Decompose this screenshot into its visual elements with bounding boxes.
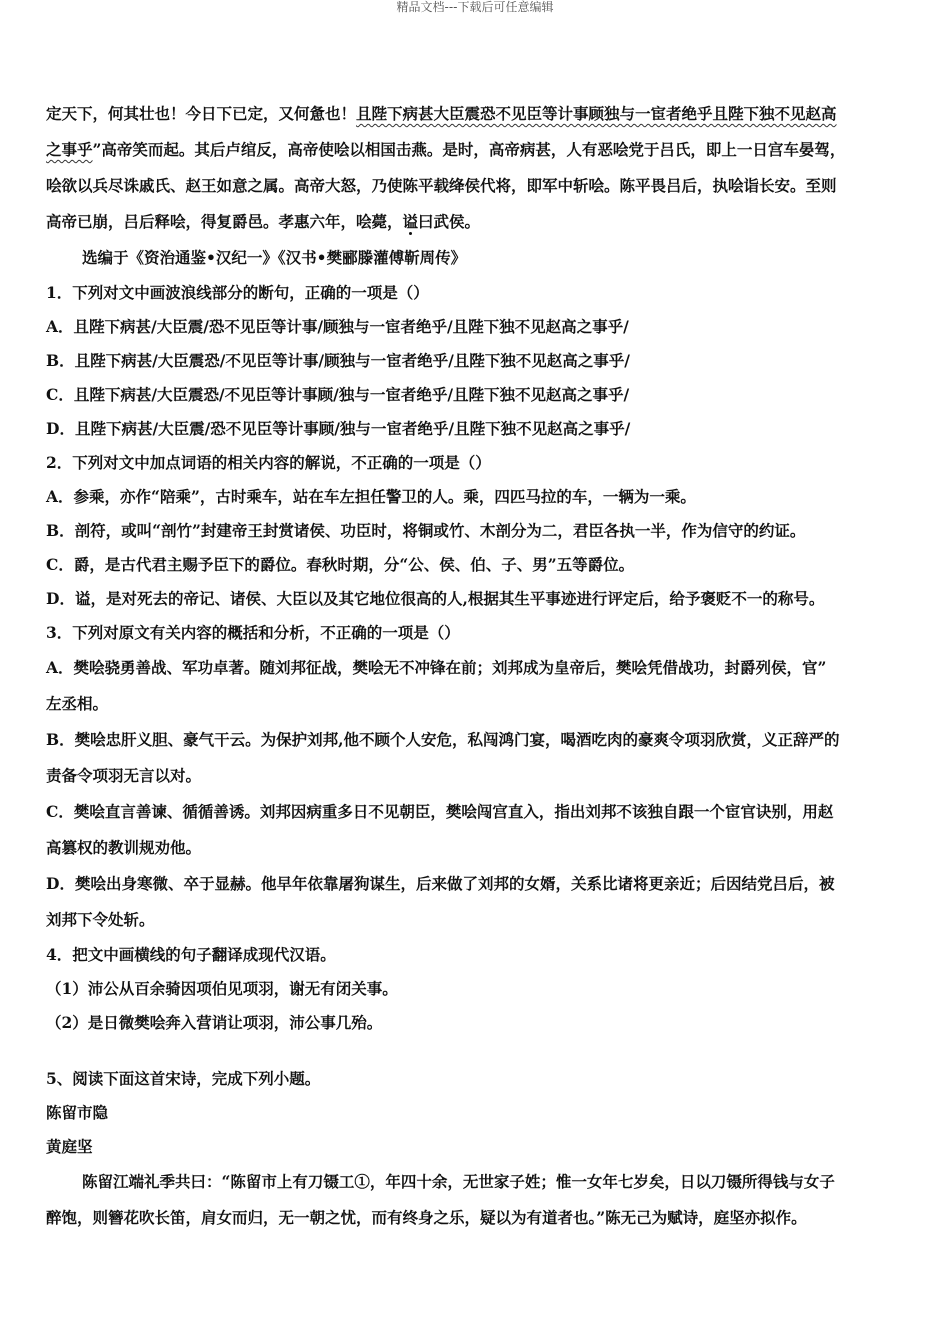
option-b: B．剖符，或叫“剖竹”封建帝王封赏诸侯、功臣时，将铜或竹、木剖分为二，君臣各执一半，作为信守的约证。 bbox=[46, 521, 806, 540]
wavy-underlined-text: 且陛下病甚大臣震恐不见臣等计事顾独与一宦者绝乎且陛下独不见赵高 bbox=[356, 104, 837, 123]
section-5 bbox=[46, 1062, 912, 1236]
option-a-continued: 左丞相。 bbox=[46, 694, 109, 713]
option-a: A．且陛下病甚/大臣震/恐不见臣等计事/顾独与一宦者绝乎/且陛下独不见赵高之事乎/ bbox=[46, 317, 629, 336]
option-d-continued: 刘邦下令处斩。 bbox=[46, 910, 155, 929]
option-a: A．参乘，亦作“陪乘”，古时乘车，站在车左担任警卫的人。乘，四匹马拉的车，一辆为一乘。 bbox=[46, 487, 696, 506]
option-b-continued: 责备令项羽无言以对。 bbox=[46, 766, 202, 785]
option-d: D．谥，是对死去的帝记、诸侯、大臣以及其它地位很高的人,根据其生平事迹进行评定后，给予褒贬不一的称号。 bbox=[46, 589, 825, 608]
poem-preface: 陈留江端礼季共曰：“陈留市上有刀镊工①，年四十余，无世家子姓；惟一女年七岁矣，日以刀镊所得钱与女子 bbox=[82, 1172, 835, 1191]
spacer bbox=[46, 1040, 912, 1062]
passage-text: ”高帝笑而起。其后卢绾反，高帝使哙以相国击燕。是时，高帝病甚，人有恶哙党于吕氏，即上一日宫车晏驾， bbox=[92, 140, 846, 159]
question-stem: 2．下列对文中加点词语的相关内容的解说，不正确的一项是（） bbox=[46, 453, 491, 472]
passage-line bbox=[46, 96, 912, 132]
option-c: C．樊哙直言善谏、循循善诱。刘邦因病重多日不见朝臣，樊哙闯宫直入，指出刘邦不该独自跟一个宦官诀别，用赵 bbox=[46, 802, 834, 821]
poem-title: 陈留市隐 bbox=[46, 1103, 109, 1122]
wavy-underlined-text: 之事乎 bbox=[46, 140, 93, 159]
sub-question-2: （2）是日微樊哙奔入营诮让项羽，沛公事几殆。 bbox=[46, 1013, 383, 1032]
passage-text: 高帝已崩，吕后释哙，得复爵邑。孝惠六年，哙薨， bbox=[46, 212, 403, 231]
passage-line: 哙欲以兵尽诛戚氏、赵王如意之属。高帝大怒，乃使陈平载绛侯代将，即军中斩哙。陈平畏吕后，执哙诣长安。至则 bbox=[46, 176, 837, 195]
passage-text: 定天下，何其壮也！今日下已定，又何惫也！ bbox=[46, 104, 357, 123]
passage-line bbox=[46, 204, 912, 240]
option-b: B．樊哙忠肝义胆、豪气干云。为保护刘邦,他不顾个人安危，私闯鸿门宴，喝酒吃肉的豪爽令项羽欣赏，义正辞严的 bbox=[46, 730, 840, 749]
sub-question-1: （1）沛公从百余骑因项伯见项羽，谢无有闭关事。 bbox=[46, 979, 398, 998]
passage bbox=[46, 96, 912, 276]
question-stem: 4．把文中画横线的句子翻译成现代汉语。 bbox=[46, 945, 336, 964]
option-d: D．樊哙出身寒微、卒于显赫。他早年依靠屠狗谋生，后来做了刘邦的女婿，关系比诸将更亲近；后因结党吕后，被 bbox=[46, 874, 835, 893]
passage-text: 曰武侯。 bbox=[418, 212, 481, 231]
section-intro: 5、阅读下面这首宋诗，完成下列小题。 bbox=[46, 1069, 321, 1088]
question-stem: 3．下列对原文有关内容的概括和分析，不正确的一项是（） bbox=[46, 623, 460, 642]
option-c: C．且陛下病甚/大臣震恐/不见臣等计事顾/独与一宦者绝乎/且陛下独不见赵高之事乎/ bbox=[46, 385, 630, 404]
option-c-continued: 高篡权的教训规劝他。 bbox=[46, 838, 202, 857]
question-3 bbox=[46, 616, 912, 938]
passage-source: 选编于《资治通鉴•汉纪一》《汉书•樊郦滕灌傅靳周传》 bbox=[82, 248, 467, 267]
question-2 bbox=[46, 446, 912, 616]
question-stem: 1．下列对文中画波浪线部分的断句，正确的一项是（） bbox=[46, 283, 429, 302]
dotted-word: 谥 bbox=[402, 212, 419, 231]
option-b: B．且陛下病甚/大臣震恐/不见臣等计事/顾独与一宦者绝乎/且陛下独不见赵高之事乎/ bbox=[46, 351, 630, 370]
question-1 bbox=[46, 276, 912, 446]
question-4 bbox=[46, 938, 912, 1040]
document-body bbox=[46, 96, 912, 1236]
passage-line bbox=[46, 132, 912, 168]
poem-preface-continued: 醉饱，则簪花吹长笛，肩女而归，无一朝之忧，而有终身之乐，疑以为有道者也。”陈无己为赋诗，庭坚亦拟作。 bbox=[46, 1208, 807, 1227]
option-c: C．爵，是古代君主赐予臣下的爵位。春秋时期，分“公、侯、伯、子、男”五等爵位。 bbox=[46, 555, 635, 574]
page-header: 精品文档---下载后可任意编辑 bbox=[396, 0, 554, 14]
option-d: D．且陛下病甚/大臣震/恐不见臣等计事顾/独与一宦者绝乎/且陛下独不见赵高之事乎/ bbox=[46, 419, 631, 438]
poem-author: 黄庭坚 bbox=[46, 1137, 93, 1156]
option-a: A．樊哙骁勇善战、军功卓著。随刘邦征战，樊哙无不冲锋在前；刘邦成为皇帝后，樊哙凭借战功，封爵列侯，官” bbox=[46, 658, 827, 677]
